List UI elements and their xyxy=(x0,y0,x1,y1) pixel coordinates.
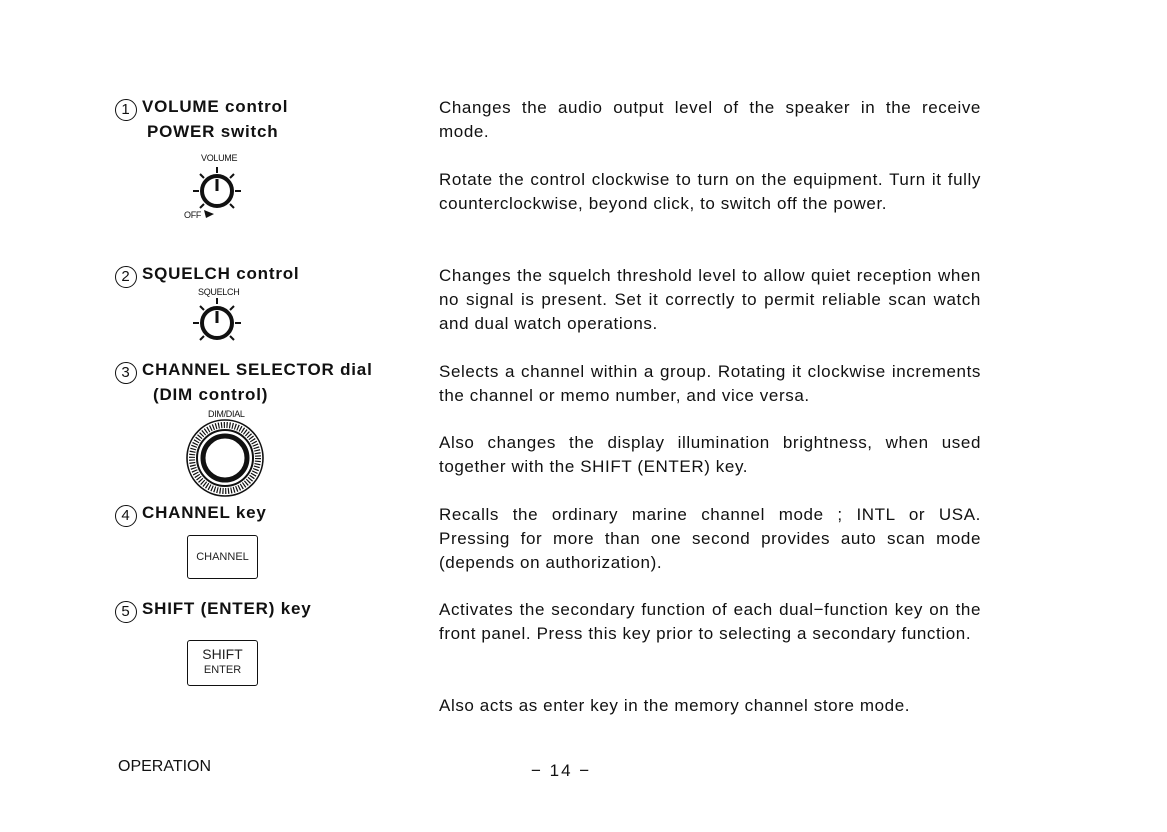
item-3-label: 3 CHANNEL SELECTOR dial xyxy=(115,360,373,384)
enter-key-label: ENTER xyxy=(203,664,242,676)
item-5-paragraph-2: Also acts as enter key in the memory channel store mode. xyxy=(439,696,911,715)
item-2-paragraph-1: Changes the squelch threshold level to allow quiet reception when no signal is present. Set it correctly to permit reliable scan watch and dual watch operations. xyxy=(439,266,981,333)
item-number-badge: 4 xyxy=(115,505,137,527)
item-1-label: 1 VOLUME control xyxy=(115,97,288,121)
channel-selector-dial-icon xyxy=(183,418,269,498)
squelch-knob-caption: SQUELCH xyxy=(198,287,240,297)
item-3-paragraph-2: Also changes the display illumination brightness, when used together with the SHIFT (ENTER) key. xyxy=(439,433,981,476)
item-4-paragraph-1: Recalls the ordinary marine channel mode ; INTL or USA. Pressing for more than one second provides auto scan mode (depends on authorization). xyxy=(439,505,981,572)
item-4-label: 4 CHANNEL key xyxy=(115,503,267,527)
page-number: − 14 − xyxy=(531,761,592,780)
volume-off-label: OFF xyxy=(184,210,202,220)
item-number-badge: 3 xyxy=(115,362,137,384)
item-2-label: 2 SQUELCH control xyxy=(115,264,299,288)
item-3-paragraph-1: Selects a channel within a group. Rotating it clockwise increments the channel or memo number, and vice versa. xyxy=(439,362,981,405)
item-number-badge: 2 xyxy=(115,266,137,288)
volume-knob-caption: VOLUME xyxy=(201,153,238,163)
item-5-label: 5 SHIFT (ENTER) key xyxy=(115,599,311,623)
squelch-knob-icon xyxy=(190,296,250,352)
item-5-paragraph-1: Activates the secondary function of each dual−function key on the front panel. Press this key prior to selecting a secondary function. xyxy=(439,600,981,643)
channel-key-button[interactable]: CHANNEL xyxy=(187,535,258,579)
item-number-badge: 1 xyxy=(115,99,137,121)
shift-key-label: SHIFT xyxy=(202,646,243,662)
item-1-paragraph-1: Changes the audio output level of the speaker in the receive mode. xyxy=(439,98,981,141)
item-1-label-line2: POWER switch xyxy=(147,122,279,141)
footer-section-label: OPERATION xyxy=(118,758,212,775)
item-3-label-line2: (DIM control) xyxy=(153,385,269,404)
item-1-paragraph-2: Rotate the control clockwise to turn on the equipment. Turn it fully counterclockwise, beyond click, to switch off the power. xyxy=(439,170,981,213)
shift-enter-key-button[interactable] xyxy=(187,640,258,686)
item-number-badge: 5 xyxy=(115,601,137,623)
dim-dial-caption: DIM/DIAL xyxy=(208,409,245,419)
